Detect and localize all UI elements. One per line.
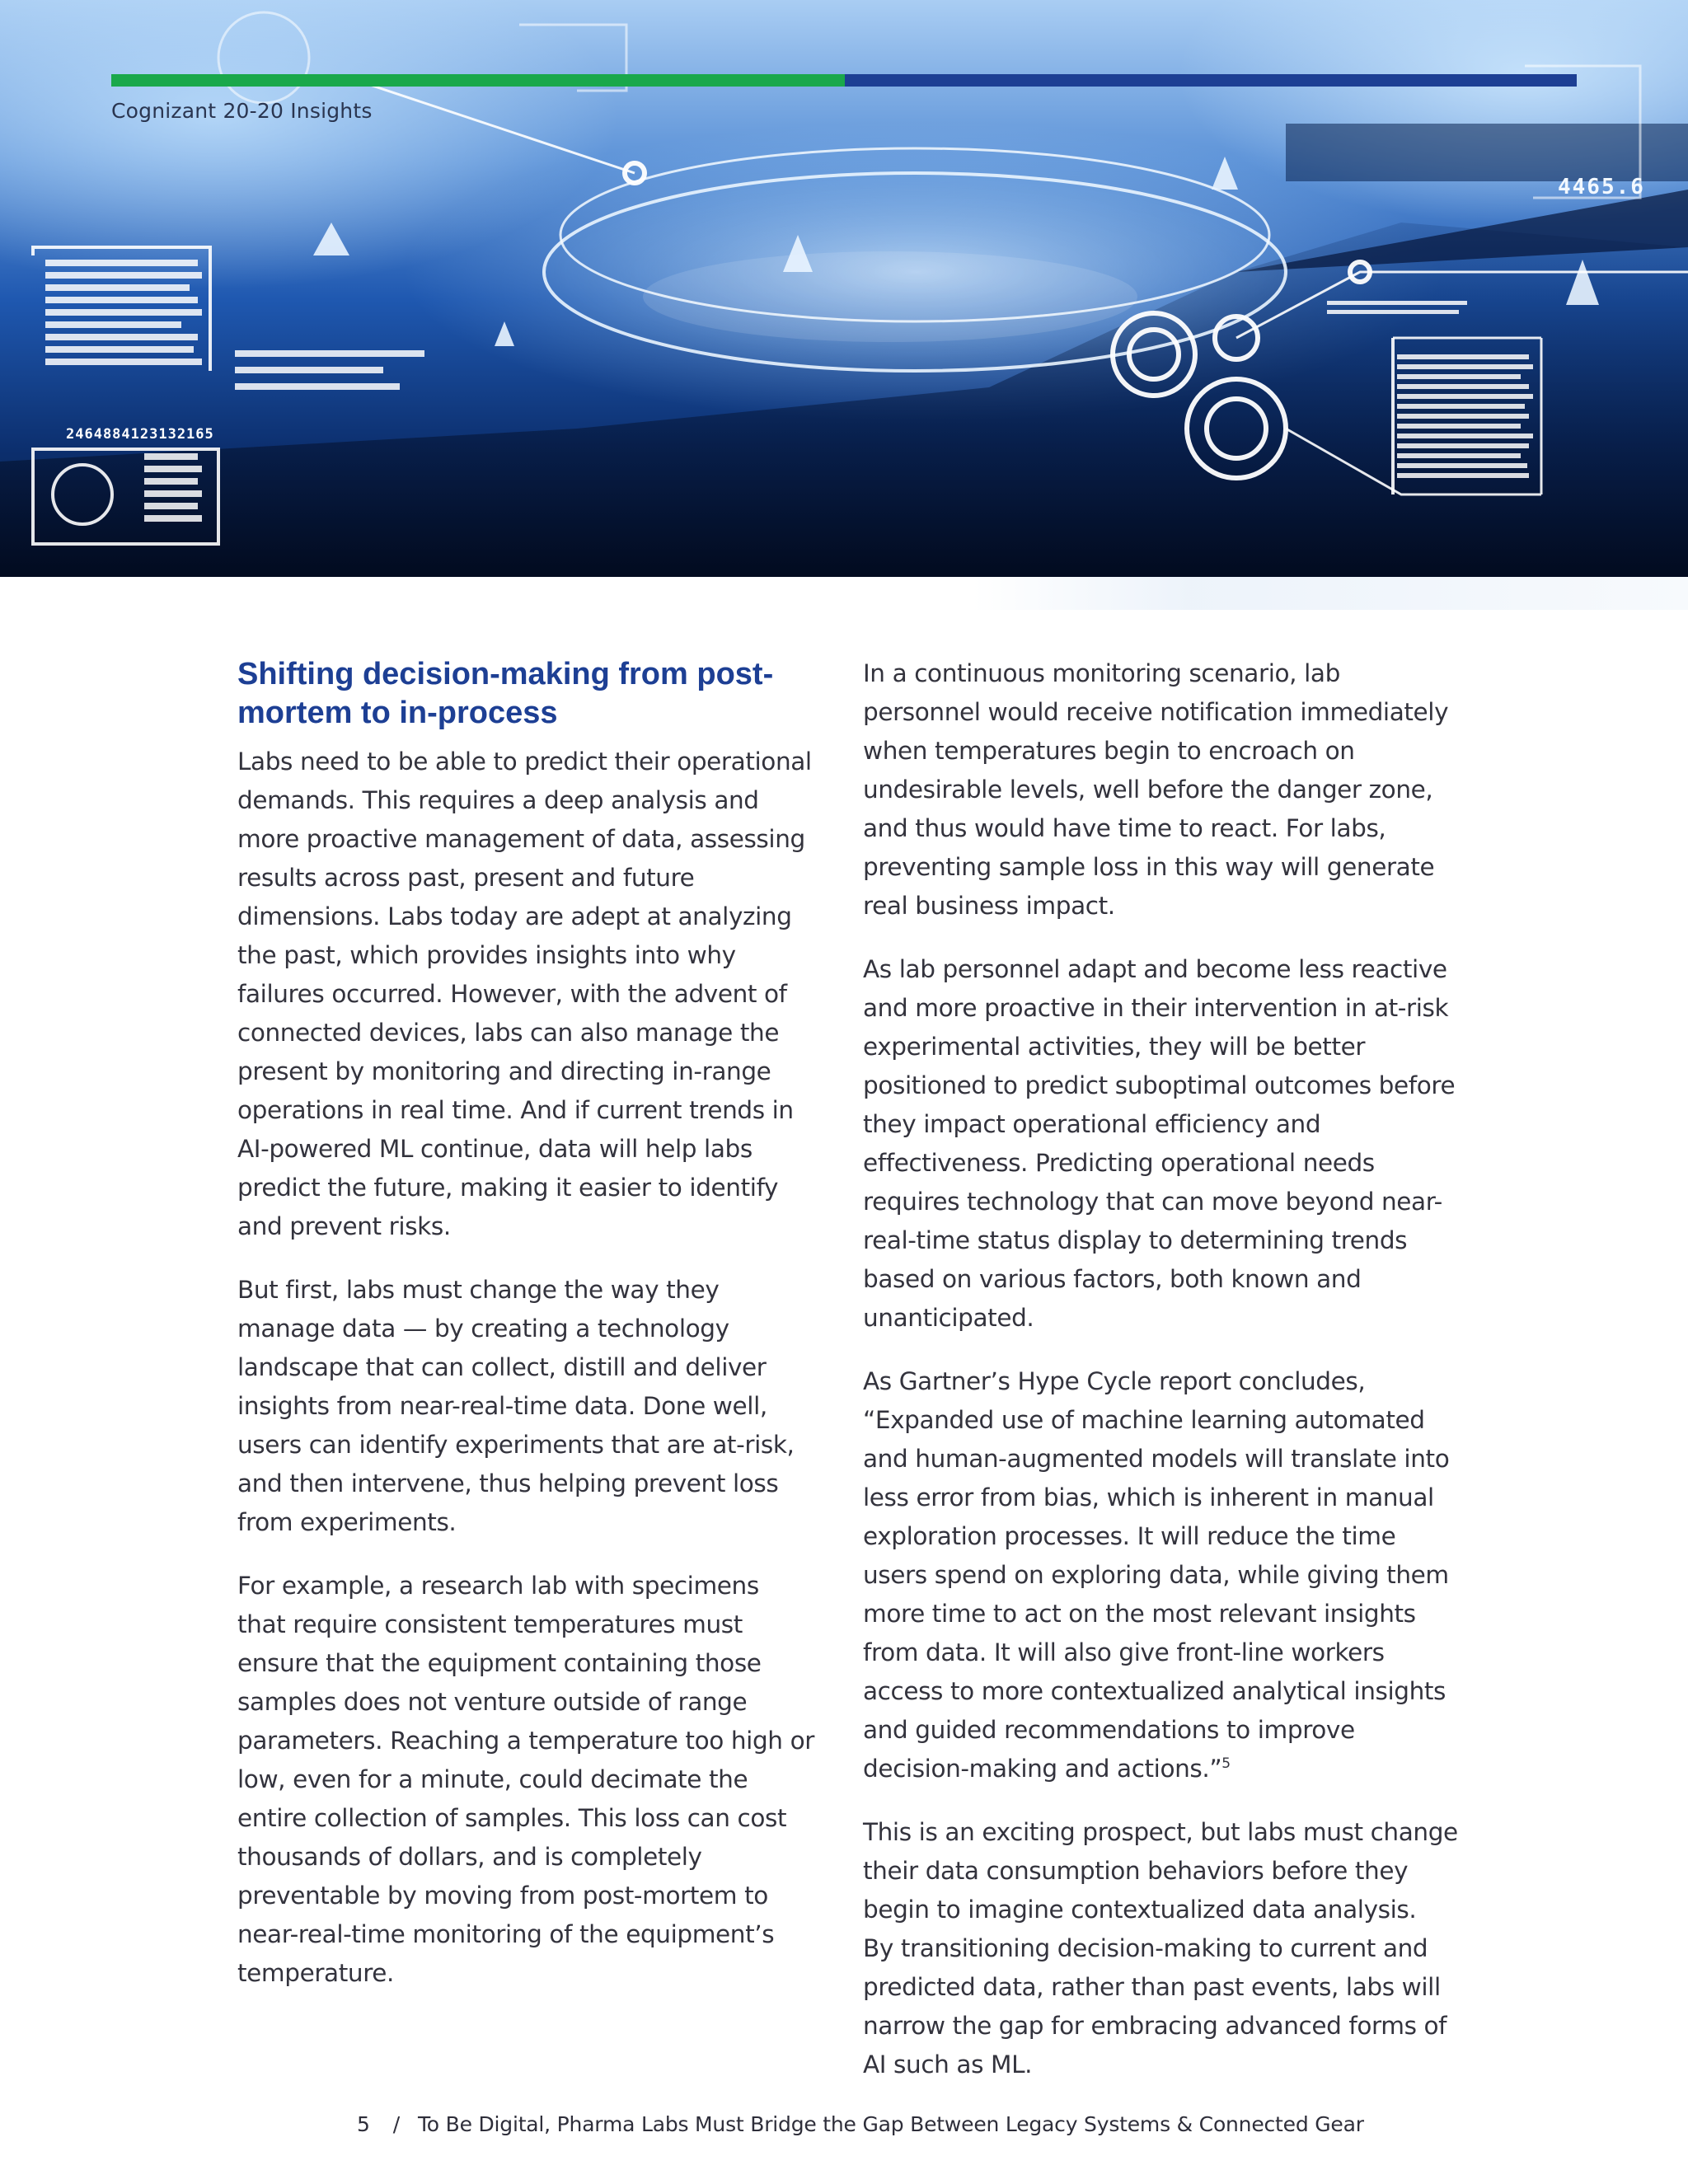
lab-illustration bbox=[0, 0, 1688, 577]
body-paragraph: For example, a research lab with specimens that require consistent temperatures must ensure that the equipment containing those samples does not venture outside of range parameters. Reaching a temperature too high or low, even for a minute, could decimate the entire collection of samples. This loss can cost thousands of dollars, and is completely preventable by moving from post-mortem to near-real-time monitoring of the equipment’s temperature. bbox=[237, 1572, 814, 1987]
page-number: 5 bbox=[357, 2112, 370, 2136]
left-column bbox=[237, 655, 814, 2018]
publication-label: Cognizant 20-20 Insights bbox=[111, 99, 373, 123]
closing-paragraph bbox=[863, 1813, 1461, 2084]
accent-bar-green bbox=[111, 74, 845, 87]
quote-paragraph bbox=[863, 1362, 1461, 1788]
document-title: To Be Digital, Pharma Labs Must Bridge the Gap Between Legacy Systems & Connected Gear bbox=[417, 2112, 1364, 2136]
closing-sentence-1: This is an exciting prospect, but labs must change their data consumption behaviors before they begin to imagine contextualized data analysis. bbox=[863, 1818, 1458, 1924]
body-paragraph: In a continuous monitoring scenario, lab personnel would receive notification immediately when temperatures begin to encroach on undesirable levels, well before the danger zone, and thus would have time to react. For labs, preventing sample loss in this way will generate real business impact. bbox=[863, 659, 1449, 920]
section-heading: Shifting decision-making from post-mortem to in-process bbox=[237, 657, 774, 730]
accent-bar-blue bbox=[845, 74, 1577, 87]
right-column bbox=[863, 654, 1461, 2084]
hero-image bbox=[0, 0, 1688, 577]
footer-separator: / bbox=[392, 2112, 400, 2136]
gartner-quote: As Gartner’s Hype Cycle report concludes, “Expanded use of machine learning automated and human-augmented models will translate into less error from bias, which is inherent in manual exploration processes. It will reduce the time users spend on exploring data, while giving them more time to act on the most relevant insights from data. It will also give front-line workers access to more contextualized analytical insights and guided recommendations to improve decision-making and actions.” bbox=[863, 1367, 1450, 1783]
page-footer bbox=[357, 2112, 1364, 2136]
footnote-marker: 5 bbox=[1221, 1755, 1231, 1773]
closing-sentence-2: By transitioning decision-making to current and predicted data, rather than past events, labs will narrow the gap for embracing advanced forms of AI such as ML. bbox=[863, 1934, 1447, 2079]
body-paragraph: Labs need to be able to predict their operational demands. This requires a deep analysis and more proactive management of data, assessing results across past, present and future dimensions. Labs today are adept at analyzing the past, which provides insights into why failures occurred. However, with the advent of connected devices, labs can also manage the present by monitoring and directing in-range operations in real time. And if current trends in AI-powered ML continue, data will help labs predict the future, making it easier to identify and prevent risks. bbox=[237, 748, 812, 1240]
body-paragraph: But first, labs must change the way they manage data — by creating a technology landscape that can collect, distill and deliver insights from near-real-time data. Done well, users can identify experiments that are at-risk, and then intervene, thus helping prevent loss from experiments. bbox=[237, 1276, 795, 1536]
body-paragraph: As lab personnel adapt and become less reactive and more proactive in their intervention in at-risk experimental activities, they will be better positioned to predict suboptimal outcomes before they impact operational efficiency and effectiveness. Predicting operational needs requires technology that can move beyond near-real-time status display to determining trends based on various factors, both known and unanticipated. bbox=[863, 955, 1456, 1332]
hero-bottom-strip bbox=[973, 577, 1688, 610]
hero-readout-value: 4465.6 bbox=[1558, 175, 1645, 199]
hero-readout-serial: 2464884123132165 bbox=[66, 426, 214, 443]
